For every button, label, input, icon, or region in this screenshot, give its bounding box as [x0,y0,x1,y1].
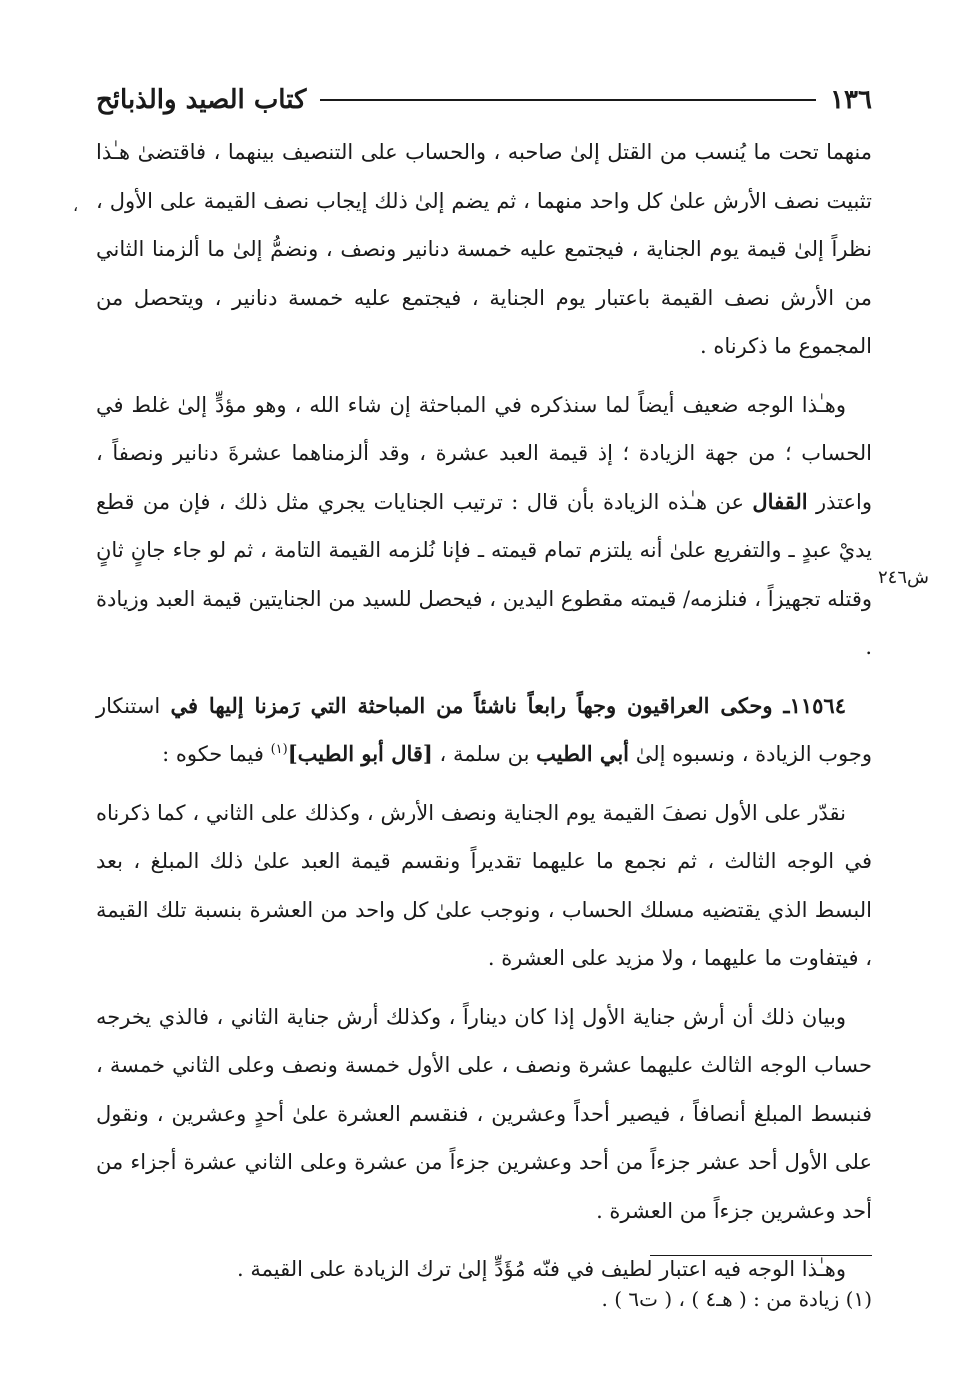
main-text [96,128,872,1304]
paragraph-text: وبيان ذلك أن أرش جناية الأول إذا كان ديناراً ، وكذلك أرش جناية الثاني ، فالذي يخرجه حساب الوجه الثالث عليهما عشرة ونصف ، على الأول خمسة ونصف وعلى الثاني خمسة ، فنبسط المبلغ أنصافاً ، فيصير أحداً وعشرين ، فنقسم العشرة علىٰ أحدٍ وعشرين ، ونقول على الأول أحد عشر جزءاً من أحد وعشرين جزءاً من عشرة وعلى الثاني عشرة أجزاء من أحد وعشرين جزءاً من العشرة . [96,1004,872,1223]
paragraph [96,789,872,983]
paragraph [96,993,872,1236]
footnote-marker: (١) [270,742,288,757]
scholar-name-highlight: القفال [752,488,808,514]
paragraph-text: استنكار وجوب الزيادة ، ونسبوه إلىٰ [96,693,872,766]
running-title: كتاب الصيد والذبائح [96,85,307,115]
paragraph-text: بن سلمة ، [432,742,537,766]
paragraph-text: منهما تحت ما يُنسب من القتل إلىٰ صاحبه ، والحساب على التنصيف بينهما ، فاقتضىٰ هـٰذا تثبيت نصف الأرش علىٰ كل واحد منهما ، ثم يضم إلىٰ ذلك إيجاب نصف القيمة على الأول ، نظراً إلىٰ قيمة يوم الجناية ، فيجتمع عليه خمسة دنانير ونصف ، ونضمُّ إلىٰ ما ألزمنا الثاني من الأرش نصف القيمة باعتبار يوم الجناية ، فيجتمع عليه خمسة دنانير ، ويتحصل من المجموع ما ذكرناه . [96,140,872,358]
margin-speck: ، [73,196,79,215]
paragraph-text: وهـٰذا الوجه فيه اعتبار لطيف في فنّه مُؤَدٍّ إلىٰ ترك الزيادة على القيمة . [236,1257,846,1281]
paragraph [96,128,872,371]
footnote: (١) زيادة من : ( هـ٤ ) ، ( ت٦ ) . [601,1287,872,1311]
paragraph [96,682,872,779]
footnote-rule [650,1255,872,1256]
scholar-name-highlight: أبي الطيب [536,741,630,766]
paragraph-text: نقدّر على الأول نصفَ القيمة يوم الجناية ونصف الأرش ، وكذلك على الثاني ، كما ذكرناه في الوجه الثالث ، ثم نجمع ما عليهما تقديراً ونقسم قيمة العبد علىٰ ذلك المبلغ ، بعد البسط الذي يقتضيه مسلك الحساب ، ونوجب علىٰ كل واحد من العشرة بنسبة تلك القيمة ، فيتفاوت ما عليهما ، ولا مزيد على العشرة . [96,800,872,970]
manuscript-folio-note: ش٢٤٦ [878,567,929,588]
header-rule [320,99,816,101]
editorial-insertion: [قال أبو الطيب] [287,741,433,766]
paragraph-text: عن هـٰذه الزيادة بأن قال : ترتيب الجنايات يجري مثل ذلك ، فإن من قطع يديْ عبدٍ ـ والتفريع علىٰ أنه يلتزم تمام قيمته ـ فإنا نُلزمه القيمة التامة ، ثم لو جاء جانٍ ثانٍ وقتله تجهيزاً ، فنلزمه/ قيمته مقطوع اليدين ، فيحصل للسيد من الجنايتين قيمة العبد وزيادة . [96,489,872,659]
page-header [96,82,872,118]
paragraph-text: فيما حكوه : [162,742,271,766]
paragraph [96,381,872,672]
paragraph-text: وهـٰذا الوجه ضعيف أيضاً لما سنذكره في المباحثة إن شاء الله ، وهو مؤدٍّ إلىٰ غلط في الحساب ؛ من جهة الزيادة ؛ إذ قيمة العبد عشرة ، وقد ألزمناهما عشرةَ دنانير ونصفاً ، واعتذر [96,392,872,514]
section-heading: ١١٥٦٤ـ وحكى العراقيون وجهاً رابعاً ناشئاً من المباحثة التي رَمزنا إليها في [170,692,846,718]
page-number: ١٣٦ [830,85,872,115]
